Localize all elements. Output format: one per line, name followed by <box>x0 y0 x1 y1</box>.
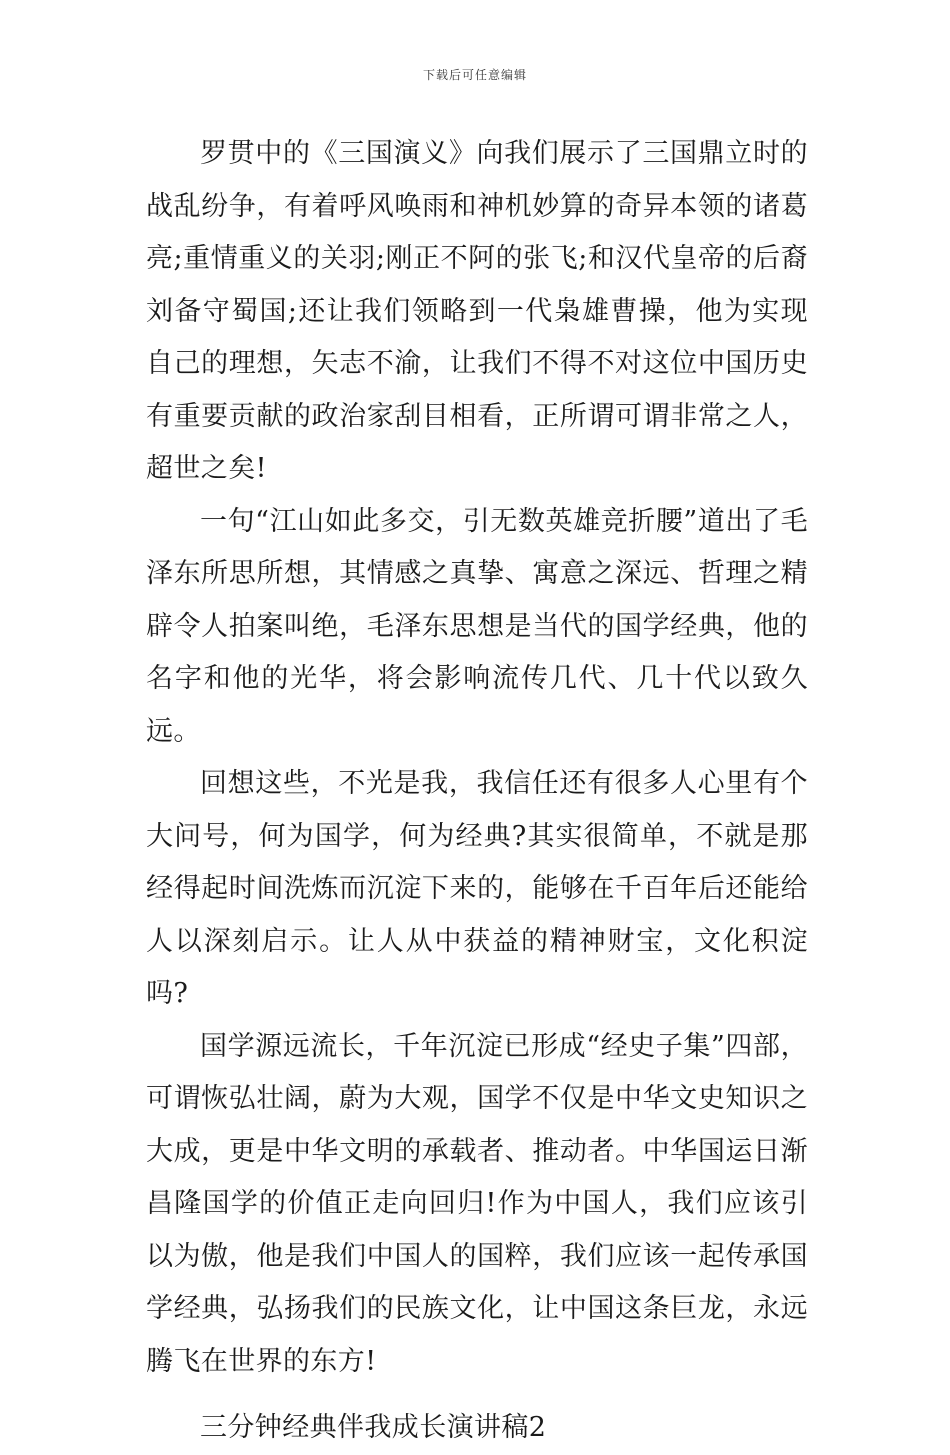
paragraph-2: 一句“江山如此多交，引无数英雄竞折腰”道出了毛泽东所思所想，其情感之真挚、寓意之深远、哲理之精辟令人拍案叫绝，毛泽东思想是当代的国学经典，他的名字和他的光华，将会影响流传几代、几十代以致久远。 <box>146 505 808 747</box>
paragraph-3: 回想这些，不光是我，我信任还有很多人心里有个大问号，何为国学，何为经典?其实很简单，不就是那经得起时间洗炼而沉淀下来的，能够在千百年后还能给人以深刻启示。让人从中获益的精神财宝，文化积淀吗? <box>146 768 808 1009</box>
paragraph-1: 罗贯中的《三国演义》向我们展示了三国鼎立时的战乱纷争，有着呼风唤雨和神机妙算的奇异本领的诸葛亮;重情重义的关羽;刚正不阿的张飞;和汉代皇帝的后裔刘备守蜀国;还让我们领略到一代枭雄曹操，他为实现自己的理想，矢志不渝，让我们不得不对这位中国历史有重要贡献的政治家刮目相看，正所谓可谓非常之人，超世之矣! <box>146 138 808 484</box>
document-body <box>146 128 808 1455</box>
section-title: 三分钟经典伴我成长演讲稿2 <box>200 1412 547 1443</box>
paragraph-4: 国学源远流长，千年沉淀已形成“经史子集”四部，可谓恢弘壮阔，蔚为大观，国学不仅是中华文史知识之大成，更是中华文明的承载者、推动者。中华国运日渐昌隆国学的价值正走向回归!作为中国人，我们应该引以为傲，他是我们中国人的国粹，我们应该一起传承国学经典，弘扬我们的民族文化，让中国这条巨龙，永远腾飞在世界的东方! <box>146 1030 808 1377</box>
header-note: 下载后可任意编辑 <box>422 68 527 82</box>
